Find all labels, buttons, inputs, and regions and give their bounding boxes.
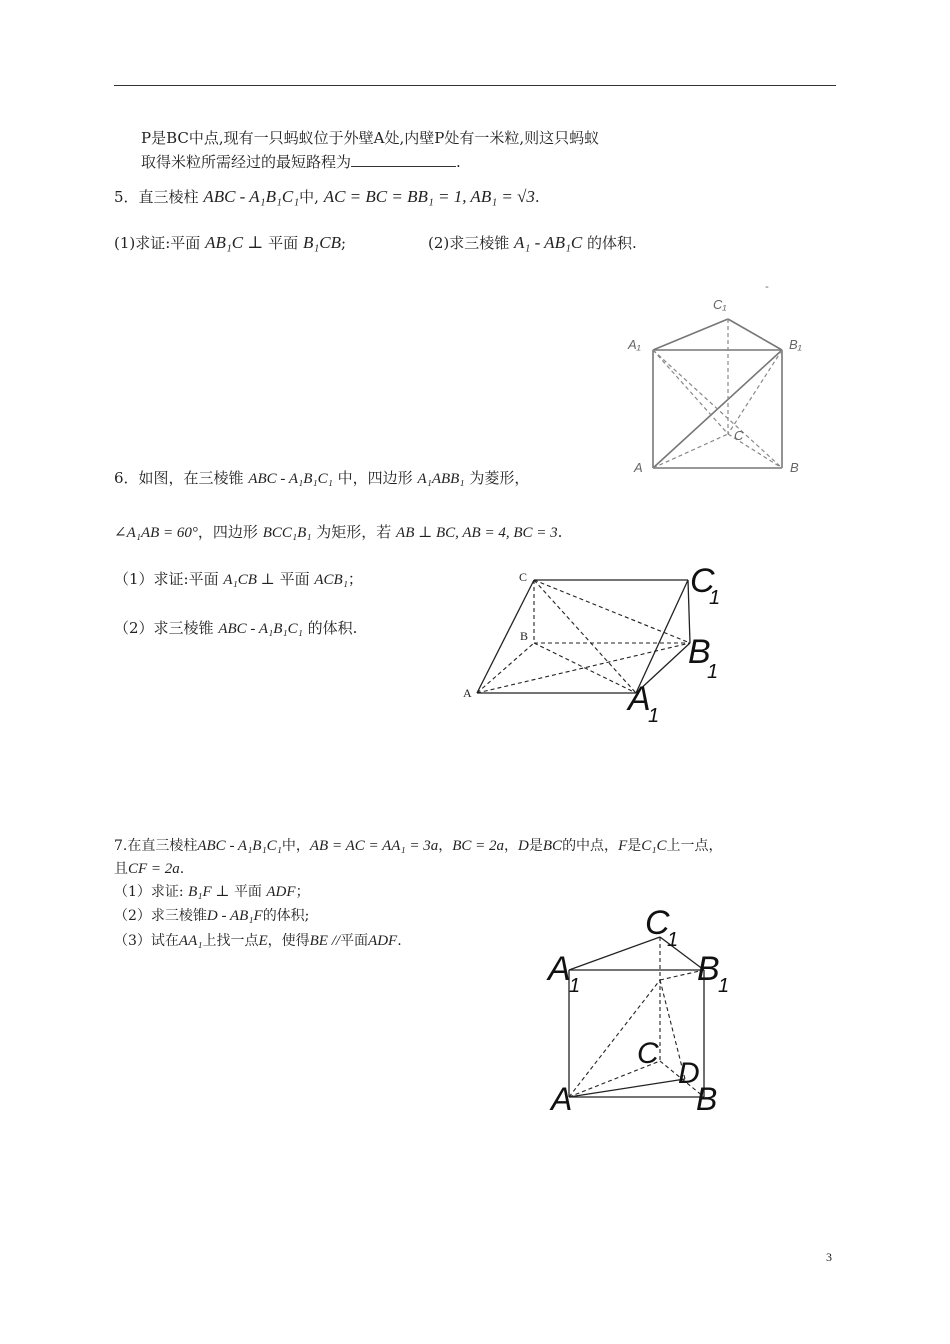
problem7-part3-prefix: （3）试在 (114, 933, 179, 949)
problem7-line2-prefix: 且 (114, 861, 128, 877)
problem5-part1-prefix: (1)求证:平面 (114, 234, 201, 252)
problem7-part1-mid: 平面 (233, 884, 262, 900)
p7-label-a: A (551, 1081, 573, 1117)
p7-label-c: C (637, 1037, 659, 1070)
problem7-part3-mid2: ，使得 (267, 933, 310, 949)
problem7-part3-expr: BE // (309, 933, 341, 949)
problem6-part2-end: 的体积. (307, 619, 358, 637)
problem7-mid1: 中， (281, 838, 310, 854)
p5-label-a: A (634, 460, 643, 475)
problem5-mid: 中, (299, 188, 319, 206)
problem5-condition: AC = BC = BB₁ = 1, AB₁ = √3 (323, 187, 535, 206)
problem6-condition: AB ⊥ BC, AB = 4, BC = 3 (396, 525, 558, 541)
problem5-prism: ABC - A₁B₁C₁ (203, 187, 300, 206)
problem5-part1-mid: 平面 (268, 234, 299, 252)
continuation-text-2: 取得米粒所需经过的最短路程为 (141, 153, 352, 171)
p6-label-a1: A (628, 680, 651, 718)
continuation-text-1: P是BC中点,现有一只蚂蚁位于外壁A处,内壁P处有一米粒,则这只蚂蚁 (141, 129, 600, 147)
problem6-mid4: 为矩形，若 (316, 523, 392, 541)
p6-label-b1-sub: 1 (707, 661, 719, 683)
problem7-cond3: CF = 2a (128, 861, 180, 877)
p6-label-b: B (520, 629, 529, 643)
problem7-part3-seg: AA₁ (178, 933, 203, 949)
p6-label-a1-sub: 1 (648, 705, 660, 727)
problem5-part2-prefix: (2)求三棱锥 (428, 234, 510, 252)
continuation-end: . (456, 153, 461, 171)
problem5-part1-plane2: B₁CB (302, 233, 341, 252)
problem7-mid2: 是 (528, 838, 543, 854)
problem5-part1-plane1: AB₁C ⊥ (205, 233, 264, 252)
p6-label-c: C (519, 570, 528, 584)
p7-label-b1-sub: 1 (718, 975, 730, 997)
p6-label-c1-sub: 1 (709, 587, 721, 609)
problem7-mid4: 是 (627, 838, 642, 854)
problem7-part3-mid: 上找一点 (202, 933, 259, 949)
problem7-part2-prefix: （2）求三棱锥 (114, 908, 207, 924)
problem5-part1-end: ; (340, 234, 347, 252)
p7-label-a1: A (548, 950, 571, 988)
p6-label-a: A (463, 686, 472, 700)
problem7-part3-mid3: 平面 (340, 933, 369, 949)
problem6-mid2: 为菱形， (469, 469, 530, 487)
problem6-part1-plane1: A₁CB ⊥ (223, 572, 275, 588)
problem7-part2-end: 的体积; (262, 908, 310, 924)
p6-label-b1: B (688, 633, 711, 671)
problem6-number: 6．如图，在三棱锥 (114, 469, 244, 487)
problem6-part2-pyramid: ABC - A₁B₁C₁ (218, 621, 303, 637)
problem6-part1-end: ； (347, 570, 363, 588)
problem7-number: 7.在直三棱柱 (114, 838, 198, 854)
p7-edge-ad (569, 1079, 685, 1097)
problem7-f: F (618, 838, 628, 854)
problem6-part1-prefix: （1）求证:平面 (114, 570, 219, 588)
problem7-prism: ABC - A₁B₁C₁ (197, 838, 282, 854)
problem7-mid5: 上一点， (666, 838, 723, 854)
problem7-part3-plane: ADF (368, 933, 398, 949)
problem7-d: D (518, 838, 529, 854)
problem7-part3-end: . (397, 933, 402, 949)
p7-label-c1-sub: 1 (667, 929, 679, 951)
problem7-sep2: ， (504, 838, 519, 854)
p5-label-mark: - (765, 281, 769, 293)
problem6-mid1: 中，四边形 (337, 469, 413, 487)
problem6-end: . (557, 523, 563, 541)
p6-label-c1: C (690, 562, 715, 600)
p5-label-a1: A₁ (628, 337, 641, 352)
problem6-part2-prefix: （2）求三棱锥 (114, 619, 214, 637)
problem7-part1-end: ； (295, 884, 310, 900)
problem5-part2-end: 的体积. (586, 234, 637, 252)
problem7-cond2: BC = 2a (452, 838, 505, 854)
p7-label-a1-sub: 1 (569, 975, 581, 997)
page-number: 3 (826, 1250, 832, 1264)
problem6-prism: ABC - A₁B₁C₁ (248, 471, 333, 487)
problem6-mid3: ，四边形 (197, 523, 258, 541)
problem7-part2-pyramid: D - AB₁F (206, 908, 263, 924)
problem6-rect: BCC₁B₁ (262, 525, 312, 541)
p5-label-b1: B₁ (789, 337, 802, 352)
problem7-line2-end: . (179, 861, 185, 877)
problem7-c1c: C₁C (641, 838, 667, 854)
problem7-cond1: AB = AC = AA₁ = 3a (309, 838, 439, 854)
problem7-part1-expr: B₁F ⊥ (188, 884, 230, 900)
p7-label-b1: B (697, 950, 720, 988)
p5-label-c1: C₁ (713, 297, 727, 312)
problem7-sep1: ， (438, 838, 453, 854)
p7-label-d: D (678, 1057, 700, 1090)
problem5-part2-pyramid: A₁ - AB₁C (514, 233, 583, 252)
p7-label-b: B (696, 1081, 718, 1117)
problem5-end: . (534, 188, 540, 206)
problem6-part1-plane2: ACB₁ (314, 572, 348, 588)
problem7-part1-prefix: （1）求证: (114, 884, 184, 900)
problem7-part1-plane: ADF (266, 884, 296, 900)
problem6-angle: ∠A₁AB = 60° (114, 525, 198, 541)
problem7-part3-e: E (258, 933, 268, 949)
problem5-number: 5．直三棱柱 (114, 188, 199, 206)
problem7-bc: BC (542, 838, 563, 854)
p7-label-c1: C (645, 904, 670, 942)
p5-label-c: C (734, 428, 744, 443)
p5-label-b: B (790, 460, 799, 475)
problem6-rhombus: A₁ABB₁ (417, 471, 465, 487)
problem7-mid3: 的中点， (562, 838, 619, 854)
problem6-part1-mid: 平面 (279, 570, 310, 588)
